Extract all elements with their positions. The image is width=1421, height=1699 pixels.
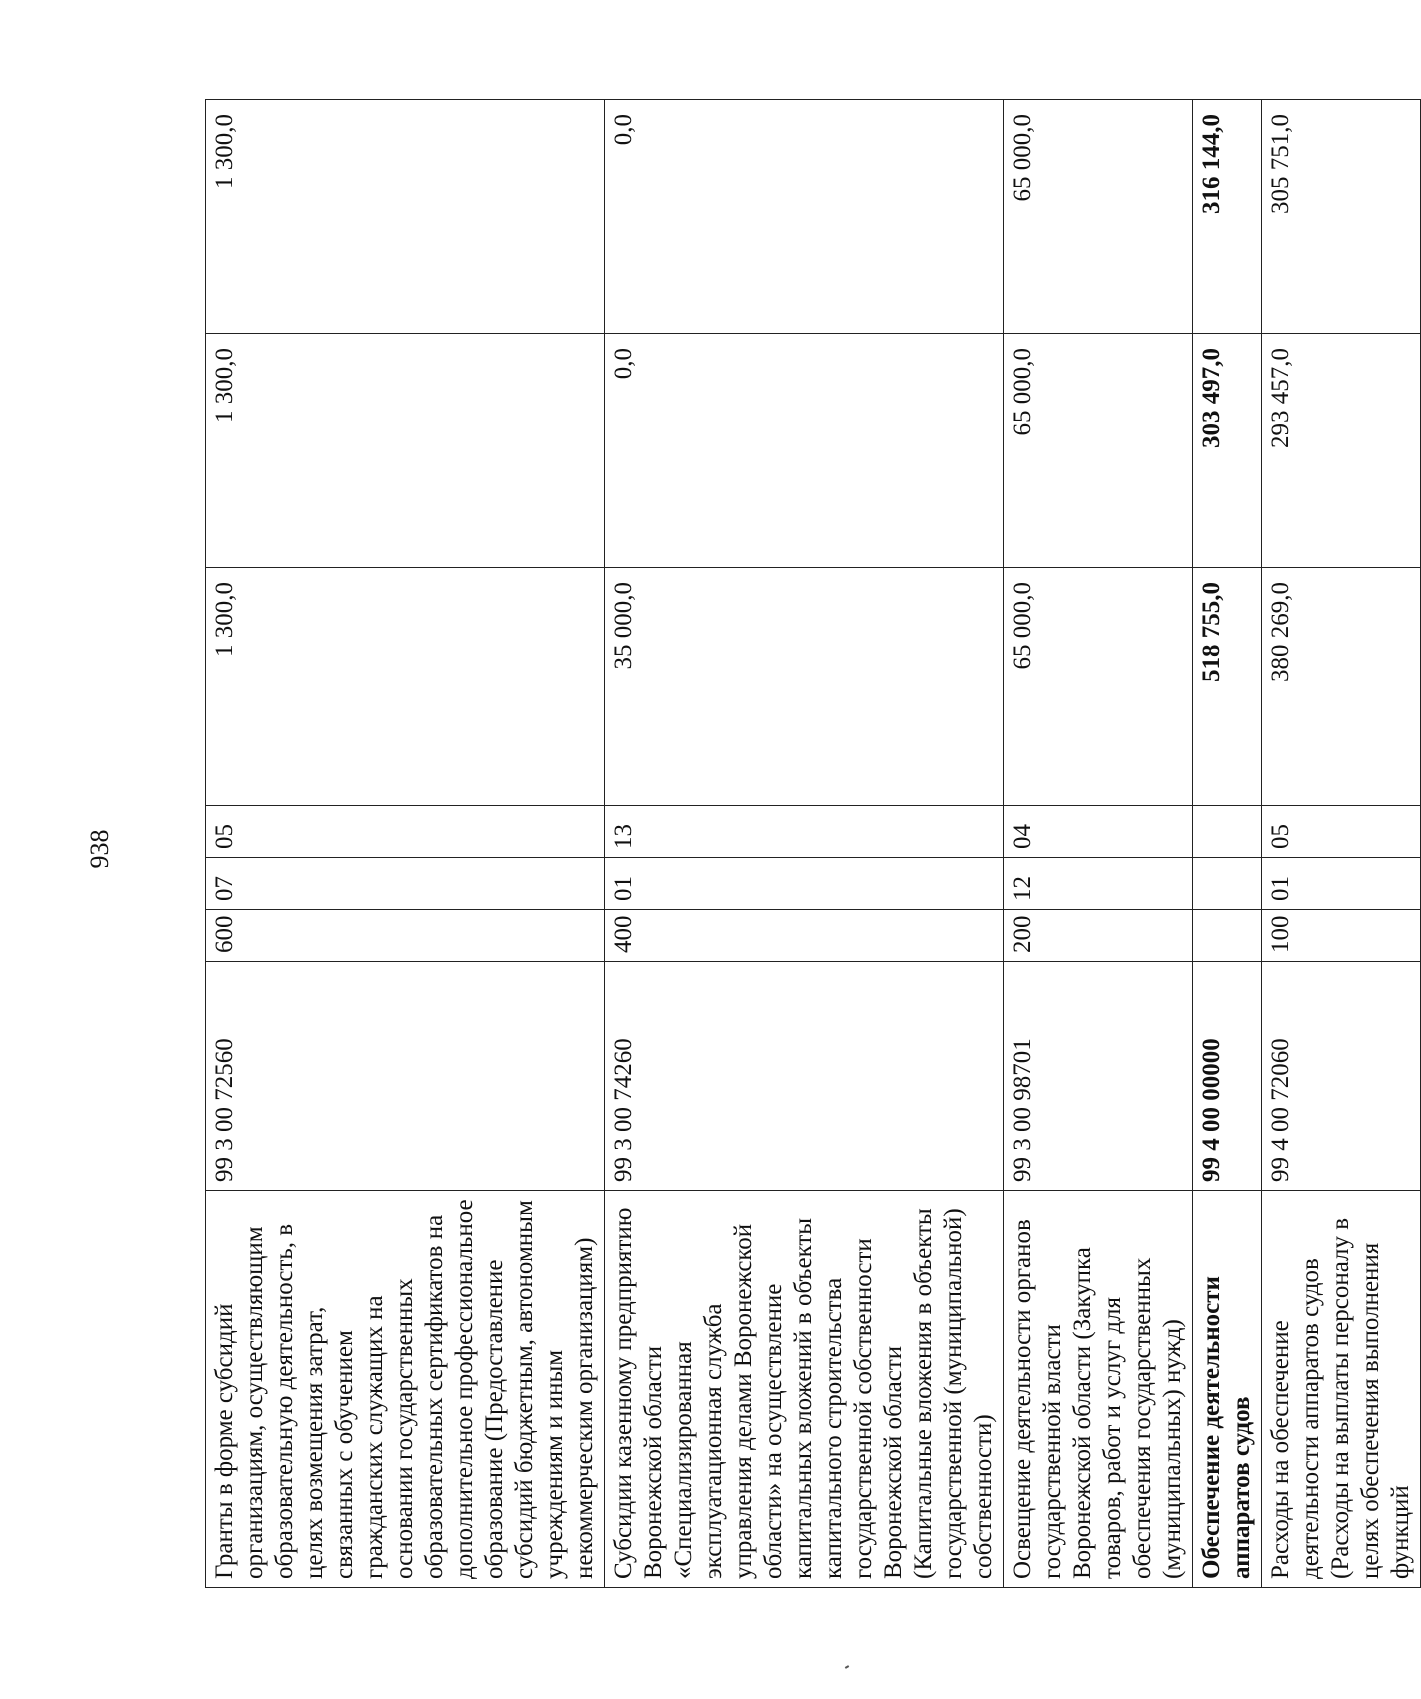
pr-cell: 05	[1262, 806, 1421, 858]
vr-cell: 600	[206, 910, 605, 962]
table-row	[1262, 100, 1421, 1588]
csr-cell: 99 4 00 72060	[1262, 962, 1421, 1191]
table-row	[605, 100, 1004, 1588]
sum1-cell: 1 300,0	[206, 568, 605, 806]
table-row	[1004, 100, 1193, 1588]
csr-cell: 99 3 00 72560	[206, 962, 605, 1191]
sum1-cell: 518 755,0	[1193, 568, 1262, 806]
vr-cell: 100	[1262, 910, 1421, 962]
scan-speck	[845, 1665, 849, 1669]
page-number: 938	[85, 829, 114, 869]
sum3-cell: 1 300,0	[206, 100, 605, 334]
sum3-cell: 65 000,0	[1004, 100, 1193, 334]
csr-cell: 99 3 00 98701	[1004, 962, 1193, 1191]
row-name-cell: Субсидии казенному предприятию Воронежской области «Специализированная эксплуатационная служба управления делами Воронежской области» на осуществление капитальных вложений в объекты капитального строительства государственной собственности Воронежской области (Капитальные вложения в объекты государственной (муниципальной) собственности)	[605, 1191, 1004, 1588]
rz-cell: 01	[605, 858, 1004, 910]
sum2-cell: 65 000,0	[1004, 334, 1193, 568]
row-name-cell: Освещение деятельности органов государственной власти Воронежской области (Закупка товаров, работ и услуг для обеспечения государственных (муниципальных) нужд)	[1004, 1191, 1193, 1588]
sum3-cell: 0,0	[605, 100, 1004, 334]
pr-cell: 05	[206, 806, 605, 858]
pr-cell: 13	[605, 806, 1004, 858]
rz-cell: 12	[1004, 858, 1193, 910]
sum1-cell: 380 269,0	[1262, 568, 1421, 806]
table-row	[206, 100, 605, 1588]
vr-cell: 200	[1004, 910, 1193, 962]
rz-cell: 01	[1262, 858, 1421, 910]
sum2-cell: 1 300,0	[206, 334, 605, 568]
sum2-cell: 303 497,0	[1193, 334, 1262, 568]
sum2-cell: 293 457,0	[1262, 334, 1421, 568]
vr-cell: 400	[605, 910, 1004, 962]
budget-table	[205, 99, 1421, 1588]
rotated-table-container	[205, 100, 1414, 1588]
csr-cell: 99 4 00 00000	[1193, 962, 1262, 1191]
row-name-cell: Расходы на обеспечение деятельности аппаратов судов (Расходы на выплаты персоналу в целях обеспечения выполнения функций	[1262, 1191, 1421, 1588]
vr-cell	[1193, 910, 1262, 962]
sum3-cell: 305 751,0	[1262, 100, 1421, 334]
rz-cell: 07	[206, 858, 605, 910]
pr-cell: 04	[1004, 806, 1193, 858]
sum3-cell: 316 144,0	[1193, 100, 1262, 334]
rz-cell	[1193, 858, 1262, 910]
row-name-cell: Гранты в форме субсидий организациям, осуществляющим образовательную деятельность, в целях возмещения затрат, связанных с обучением гражданских служащих на основании государственных образовательных сертификатов на дополнительное профессиональное образование (Предоставление субсидий бюджетным, автономным учреждениям и иным некоммерческим организациям)	[206, 1191, 605, 1588]
pr-cell	[1193, 806, 1262, 858]
sum1-cell: 35 000,0	[605, 568, 1004, 806]
csr-cell: 99 3 00 74260	[605, 962, 1004, 1191]
sum1-cell: 65 000,0	[1004, 568, 1193, 806]
sum2-cell: 0,0	[605, 334, 1004, 568]
row-name-cell: Обеспечение деятельности аппаратов судов	[1193, 1191, 1262, 1588]
table-row	[1193, 100, 1262, 1588]
